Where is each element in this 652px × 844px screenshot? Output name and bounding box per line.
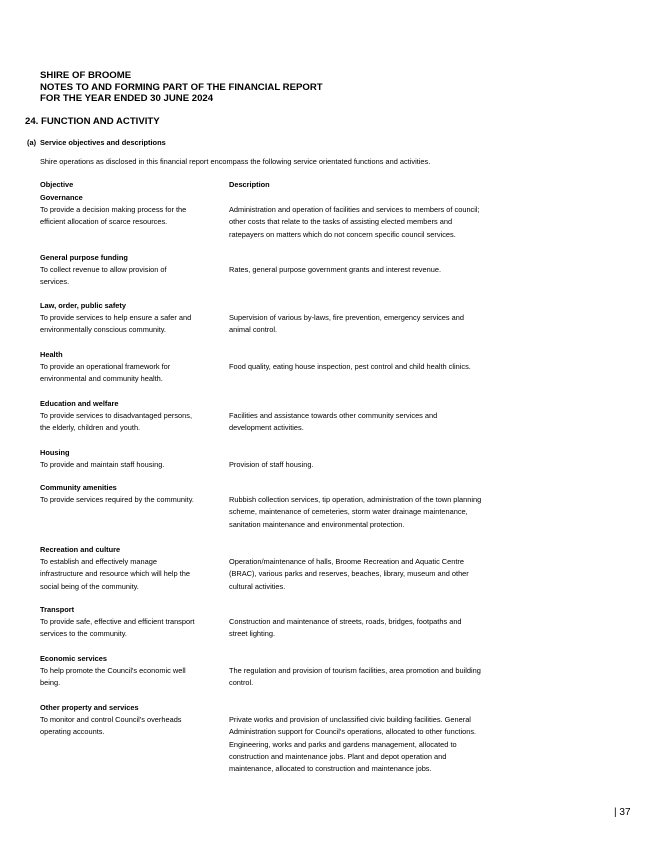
function-block bbox=[40, 300, 540, 337]
function-block bbox=[40, 702, 540, 774]
function-row bbox=[40, 556, 540, 593]
description-line: other costs that relate to the tasks of assisting elected members and bbox=[229, 217, 453, 227]
function-title: Community amenities bbox=[40, 483, 117, 492]
objective-line: To provide a decision making process for the bbox=[40, 205, 187, 215]
function-description bbox=[229, 714, 524, 775]
function-objective bbox=[40, 204, 220, 228]
description-line: Engineering, works and parks and gardens management, allocated to bbox=[229, 739, 457, 749]
description-line: maintenance, allocated to construction and maintenance jobs. bbox=[229, 764, 432, 774]
function-block bbox=[40, 349, 540, 386]
description-line: The regulation and provision of tourism facilities, area promotion and building bbox=[229, 666, 481, 676]
function-block bbox=[40, 604, 540, 641]
function-title: Governance bbox=[40, 193, 83, 202]
description-line: Rubbish collection services, tip operation, administration of the town planning bbox=[229, 495, 482, 505]
objective-line: social being of the community. bbox=[40, 581, 139, 591]
function-objective bbox=[40, 665, 220, 689]
objective-column-header: Objective bbox=[40, 180, 74, 189]
function-objective bbox=[40, 459, 220, 471]
objective-line: efficient allocation of scarce resources. bbox=[40, 217, 168, 227]
objective-line: To help promote the Council's economic well bbox=[40, 666, 186, 676]
function-title: Health bbox=[40, 350, 63, 359]
description-line: control. bbox=[229, 678, 254, 688]
function-block bbox=[40, 252, 540, 289]
function-row bbox=[40, 714, 540, 774]
function-description bbox=[229, 204, 524, 241]
description-line: construction and maintenance jobs. Plant and depot operation and bbox=[229, 751, 447, 761]
section-number: 24. bbox=[25, 116, 39, 127]
shire-name: SHIRE OF BROOME bbox=[40, 70, 132, 81]
function-block bbox=[40, 192, 540, 239]
function-title: Education and welfare bbox=[40, 399, 119, 408]
function-title: Other property and services bbox=[40, 703, 139, 712]
function-description bbox=[229, 494, 524, 531]
description-line: Supervision of various by-laws, fire prevention, emergency services and bbox=[229, 313, 464, 323]
objective-line: To provide services to disadvantaged persons, bbox=[40, 411, 193, 421]
function-block bbox=[40, 482, 540, 529]
report-period: FOR THE YEAR ENDED 30 JUNE 2024 bbox=[40, 93, 214, 104]
function-objective bbox=[40, 264, 220, 288]
description-line: Facilities and assistance towards other community services and bbox=[229, 411, 438, 421]
objective-line: To provide and maintain staff housing. bbox=[40, 460, 165, 470]
subsection-heading bbox=[27, 138, 166, 147]
function-objective bbox=[40, 714, 220, 738]
function-objective bbox=[40, 410, 220, 434]
function-objective bbox=[40, 616, 220, 640]
intro-paragraph: Shire operations as disclosed in this financial report encompass the following service orientated functions and activities. bbox=[40, 157, 431, 166]
report-title: NOTES TO AND FORMING PART OF THE FINANCIAL REPORT bbox=[40, 81, 323, 93]
function-description bbox=[229, 616, 524, 640]
function-row bbox=[40, 665, 540, 689]
function-description bbox=[229, 312, 524, 336]
function-row bbox=[40, 410, 540, 434]
description-line: Provision of staff housing. bbox=[229, 460, 314, 470]
function-title: Transport bbox=[40, 605, 75, 614]
function-block bbox=[40, 653, 540, 690]
function-description bbox=[229, 410, 524, 434]
objective-line: environmentally conscious community. bbox=[40, 325, 166, 335]
objective-line: To provide services required by the community. bbox=[40, 495, 194, 505]
description-line: sanitation maintenance and environmental protection. bbox=[229, 519, 405, 529]
function-title: General purpose funding bbox=[40, 253, 128, 262]
objective-line: infrastructure and resource which will help the bbox=[40, 569, 190, 579]
function-title: Law, order, public safety bbox=[40, 301, 126, 310]
function-description bbox=[229, 459, 524, 471]
objective-line: To provide safe, effective and efficient transport bbox=[40, 617, 195, 627]
function-title: Recreation and culture bbox=[40, 545, 121, 554]
description-line: Private works and provision of unclassified civic building facilities. General bbox=[229, 715, 471, 725]
function-description bbox=[229, 361, 524, 373]
section-heading bbox=[25, 116, 160, 127]
report-header bbox=[40, 70, 323, 105]
function-row bbox=[40, 494, 540, 529]
objective-line: To provide services to help ensure a safer and bbox=[40, 313, 192, 323]
objective-line: the elderly, children and youth. bbox=[40, 423, 141, 433]
function-row bbox=[40, 616, 540, 640]
objective-line: operating accounts. bbox=[40, 727, 105, 737]
function-block bbox=[40, 398, 540, 435]
function-row bbox=[40, 204, 540, 239]
description-line: development activities. bbox=[229, 423, 304, 433]
description-column-header: Description bbox=[229, 180, 270, 189]
description-line: ratepayers on matters which do not concern specific council services. bbox=[229, 229, 456, 239]
function-description bbox=[229, 665, 524, 689]
function-title: Economic services bbox=[40, 654, 107, 663]
function-row bbox=[40, 361, 540, 385]
function-block bbox=[40, 447, 540, 471]
objective-line: To monitor and control Council's overheads bbox=[40, 715, 182, 725]
function-row bbox=[40, 312, 540, 336]
description-line: Operation/maintenance of halls, Broome Recreation and Aquatic Centre bbox=[229, 557, 464, 567]
objective-line: To establish and effectively manage bbox=[40, 557, 157, 567]
description-line: Administration and operation of facilities and services to members of council; bbox=[229, 205, 480, 215]
page-number: | 37 bbox=[614, 807, 631, 818]
description-line: Administration support for Council's operations, allocated to other functions. bbox=[229, 727, 477, 737]
function-description bbox=[229, 264, 524, 276]
subsection-title: Service objectives and descriptions bbox=[40, 138, 166, 147]
description-line: cultural activities. bbox=[229, 581, 286, 591]
function-objective bbox=[40, 556, 220, 593]
function-objective bbox=[40, 361, 220, 385]
description-line: Construction and maintenance of streets, roads, bridges, footpaths and bbox=[229, 617, 462, 627]
objective-line: To collect revenue to allow provision of bbox=[40, 265, 167, 275]
objective-line: being. bbox=[40, 678, 61, 688]
description-line: street lighting. bbox=[229, 629, 276, 639]
function-block bbox=[40, 544, 540, 593]
objective-line: services. bbox=[40, 277, 70, 287]
subsection-label: (a) bbox=[27, 138, 37, 147]
function-objective bbox=[40, 494, 220, 506]
function-title: Housing bbox=[40, 448, 70, 457]
description-line: (BRAC), various parks and reserves, beaches, library, museum and other bbox=[229, 569, 469, 579]
objective-line: services to the community. bbox=[40, 629, 127, 639]
function-row bbox=[40, 459, 540, 471]
description-line: scheme, maintenance of cemeteries, storm water drainage maintenance, bbox=[229, 507, 468, 517]
section-title: FUNCTION AND ACTIVITY bbox=[41, 116, 160, 127]
objective-line: To provide an operational framework for bbox=[40, 362, 171, 372]
description-line: Rates, general purpose government grants and interest revenue. bbox=[229, 265, 441, 275]
function-description bbox=[229, 556, 524, 593]
description-line: Food quality, eating house inspection, pest control and child health clinics. bbox=[229, 362, 471, 372]
description-line: animal control. bbox=[229, 325, 278, 335]
function-objective bbox=[40, 312, 220, 336]
function-row bbox=[40, 264, 540, 288]
objective-line: environmental and community health. bbox=[40, 374, 163, 384]
